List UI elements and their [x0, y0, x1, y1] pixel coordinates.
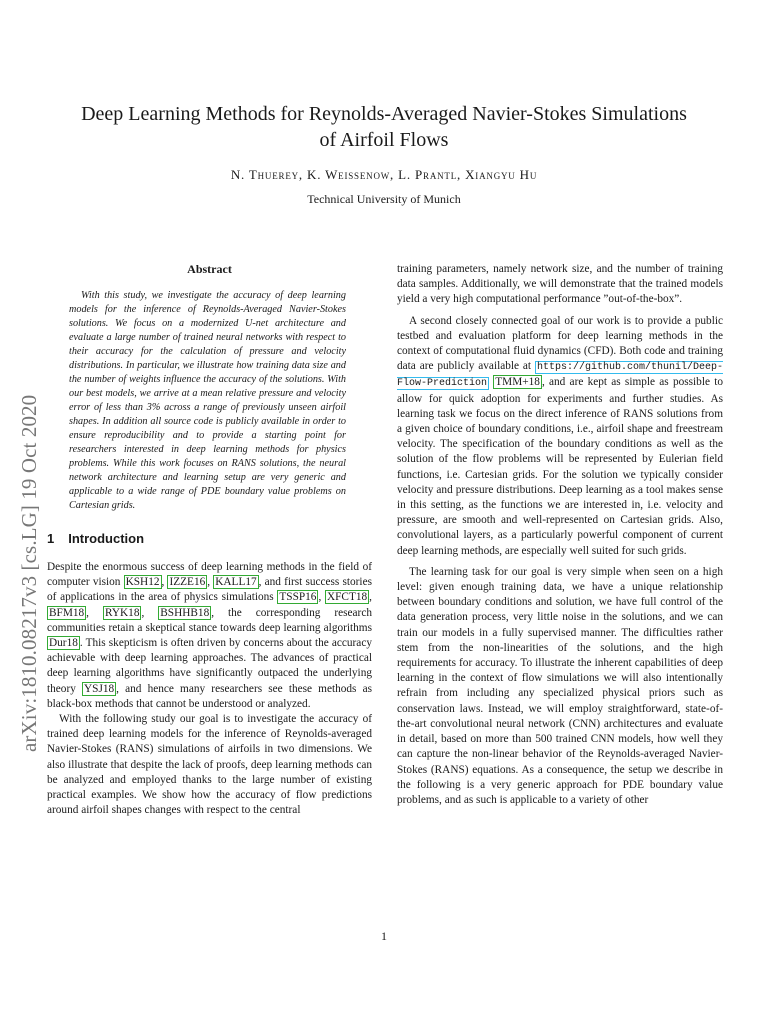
citation-link[interactable]: BFM18 [49, 606, 85, 619]
text-run: , and are kept as simple as possible to allow for quick adoption for experiments and further studies. As learning task we focus on the direct inference of RANS solutions from a given choice of boundary conditions, i.e., airfoil shape and freestream velocity. The specification of the boundary conditions as well as the solution of the flow problems will be represented by Eulerian field functions, i.e. Cartesian grids. For the solution we typically consider velocity and pressure distributions. Deep learning as a tool makes sense in this setting, as the functions we are interested in, i.e. velocity and pressure, are smooth and well-represented on Cartesian grids. Also, convolutional layers, as a particularly powerful component of current deep learning methods, are especially well suited for such grids. [397, 376, 723, 557]
section-heading-introduction [47, 531, 372, 546]
text-run: , the corresponding research communities retain a skeptical stance towards deep learning algorithms [47, 606, 372, 634]
paper-title [40, 101, 728, 153]
right-column [397, 262, 723, 808]
intro-paragraph-5: The learning task for our goal is very simple when seen on a high level: given enough training data, we have a unique relationship between boundary conditions and solution, we have full control of the data generation process, very little noise in the solutions, and we can train our models in a fully supervised manner. The difficulties rather stem from the non-linearities of the solutions, and the high requirements for accuracy. To illustrate the inherent capabilities of deep learning in the context of flow simulations we will also intentionally refrain from including any specialized physical priors such as conservation laws. Instead, we will employ straightforward, state-of-the-art convolutional neural network (CNN) architectures and evaluate in detail, based on more than 500 trained CNN models, how well they can capture the non-linear behavior of the Reynolds-averaged Navier-Stokes (RANS) equations. As a consequence, the setup we describe in the following is a very generic approach for PDE boundary value problems, and as such is applicable to a variety of other [397, 565, 723, 806]
repository-url-link[interactable]: https://github.com/thunil/Deep-Flow-Prediction [397, 362, 723, 390]
title-line-1: Deep Learning Methods for Reynolds-Averaged Navier-Stokes Simulations [81, 103, 687, 125]
citation-link[interactable]: KALL17 [215, 576, 257, 589]
citation-link[interactable]: RYK18 [104, 606, 140, 619]
affiliation: Technical University of Munich [307, 192, 461, 206]
abstract-text: With this study, we investigate the accuracy of deep learning models for the inference of Reynolds-Averaged Navier-Stokes solutions. We focus on a modernized U-net architecture and evaluate a large number of trained neural networks with respect to their accuracy for the calculation of pressure and velocity distributions. In particular, we illustrate how training data size and the number of weights influence the accuracy of the solutions. With our best models, we arrive at a mean relative pressure and velocity error of less than 3% across a range of previously unseen airfoil shapes. In addition all source code is publicly available in order to ensure reproducibility and to provide a starting point for researchers interested in deep learning methods for physics problems. While this work focuses on RANS solutions, the neural network architecture and learning setup are very generic and applicable to a wide range of PDE boundary value problems on Cartesian grids. [69, 290, 346, 511]
intro-paragraph-3: training parameters, namely network size, and the number of training data samples. Additionally, we will demonstrate that the trained models yield a very high computational performance ”out-of-the-box”. [397, 263, 723, 306]
citation-link[interactable]: BSHHB18 [160, 606, 210, 619]
left-column [47, 262, 372, 818]
abstract-heading: Abstract [187, 262, 232, 276]
intro-paragraph-4 [397, 314, 723, 559]
citation-link[interactable]: YSJ18 [84, 682, 115, 695]
citation-link[interactable]: Dur18 [49, 637, 78, 650]
text-run: , [86, 606, 103, 619]
text-run: A second closely connected goal of our work is to provide a public testbed and evaluation platform for deep learning methods in the context of computational fluid dynamics (CFD). Both code and training data are publicly available at [397, 314, 723, 373]
author-list: N. Thuerey, K. Weissenow, L. Prantl, Xiangyu Hu [230, 167, 538, 182]
citation-link[interactable]: TSSP16 [279, 591, 317, 604]
intro-paragraph-2: With the following study our goal is to investigate the accuracy of trained deep learning models for the inference of Reynolds-averaged Navier-Stokes (RANS) simulations of airfoils in two dimensions. We also illustrate that despite the lack of proofs, deep learning methods can be analyzed and employed thanks to the large number of existing practical examples. We show how the accuracy of flow predictions around airfoil shapes changes with respect to the central [47, 713, 372, 817]
citation-link[interactable]: XFCT18 [326, 591, 368, 604]
text-run: , and first success stories of applications in the area of physics simulations [47, 576, 372, 604]
section-title: Introduction [68, 531, 145, 546]
section-number: 1 [47, 531, 55, 546]
arxiv-identifier: arXiv:1810.08217v3 [cs.LG] 19 Oct 2020 [17, 394, 41, 752]
text-run: Despite the enormous success of deep learning methods in the field of computer vision [47, 561, 372, 589]
text-run: , [369, 591, 372, 604]
text-run: , [161, 576, 168, 589]
text-run: , [141, 606, 159, 619]
text-run: , [207, 576, 214, 589]
title-line-2: of Airfoil Flows [319, 129, 449, 151]
citation-link[interactable]: KSH12 [125, 576, 160, 589]
text-run: . This skepticism is often driven by concerns about the accuracy achievable with deep learning approaches. The advances of practical deep learning algorithms have significantly outpaced the underlying theory [47, 637, 372, 695]
page-number: 1 [381, 929, 387, 943]
text-run: , and hence many researchers see these methods as black-box methods that cannot be understood or analyzed. [47, 682, 373, 710]
citation-link[interactable]: IZZE16 [169, 576, 206, 589]
intro-paragraph-1 [47, 560, 372, 712]
text-run: , [318, 591, 325, 604]
citation-link[interactable]: TMM+18 [495, 376, 540, 389]
